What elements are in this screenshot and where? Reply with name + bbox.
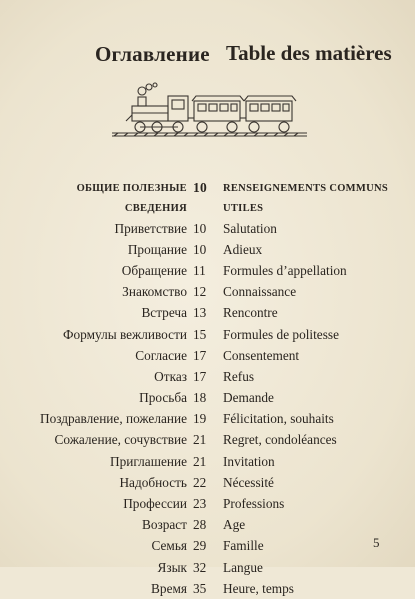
toc-entry-fr: Age bbox=[223, 517, 246, 533]
section-title-fr-line1: RENSEIGNEMENTS COMMUNS bbox=[223, 182, 388, 194]
title-russian: Оглавление bbox=[95, 42, 210, 66]
toc-entry-fr: Salutation bbox=[223, 220, 277, 236]
toc-entry-fr: Rencontre bbox=[223, 305, 278, 321]
toc-entry-fr: Regret, condoléances bbox=[223, 432, 337, 448]
train-icon bbox=[112, 82, 307, 138]
toc-entry bbox=[0, 515, 415, 536]
toc-entry bbox=[0, 324, 415, 345]
toc-entry-ru: Язык bbox=[157, 559, 187, 575]
toc-entry-fr: Adieux bbox=[223, 241, 263, 257]
toc-section-row bbox=[0, 178, 415, 198]
toc-entry-ru: Сожаление, сочувствие bbox=[54, 432, 187, 448]
toc-entry-ru: Профессии bbox=[123, 496, 187, 512]
toc-entry-ru: Возраст bbox=[141, 517, 187, 533]
toc-entry-fr: Professions bbox=[223, 496, 285, 512]
toc-entry-fr: Formules d’appellation bbox=[223, 262, 347, 278]
toc-entry-fr: Demande bbox=[223, 390, 274, 406]
page-number: 5 bbox=[373, 535, 380, 550]
toc-entry-page: 29 bbox=[193, 538, 207, 554]
toc-entry-page: 11 bbox=[193, 262, 206, 278]
section-page-number: 10 bbox=[193, 180, 208, 195]
toc-entry-page: 28 bbox=[193, 517, 207, 533]
toc-entry-fr: Félicitation, souhaits bbox=[223, 411, 334, 427]
toc-entry-page: 10 bbox=[193, 220, 207, 236]
toc-entry-ru: Отказ bbox=[154, 368, 187, 384]
toc-entry-page: 19 bbox=[193, 411, 207, 427]
toc-entry-page: 22 bbox=[193, 474, 207, 490]
toc-entry-page: 15 bbox=[193, 326, 207, 342]
toc-entry-ru: Обращение bbox=[121, 262, 187, 278]
toc-entry-fr: Connaissance bbox=[223, 284, 297, 300]
table-of-contents bbox=[0, 178, 415, 599]
toc-entry bbox=[0, 409, 415, 430]
toc-entry-page: 21 bbox=[193, 432, 207, 448]
toc-entry-fr: Invitation bbox=[223, 453, 275, 469]
toc-entry bbox=[0, 557, 415, 578]
toc-entry-ru: Согласие bbox=[135, 347, 187, 363]
toc-entry bbox=[0, 536, 415, 557]
toc-entry-page: 32 bbox=[193, 559, 207, 575]
toc-section-row-continued bbox=[0, 198, 415, 218]
section-title-ru-line2: СВЕДЕНИЯ bbox=[124, 202, 187, 214]
toc-entry-page: 10 bbox=[193, 241, 207, 257]
toc-entry-ru: Приветствие bbox=[114, 220, 187, 236]
toc-entry-page: 13 bbox=[193, 305, 207, 321]
toc-entry-page: 17 bbox=[193, 368, 207, 384]
toc-entry bbox=[0, 345, 415, 366]
toc-entry-ru: Приглашение bbox=[110, 453, 187, 469]
toc-entry bbox=[0, 493, 415, 514]
toc-entry-page: 17 bbox=[193, 347, 207, 363]
toc-entry-ru: Время bbox=[151, 580, 187, 596]
toc-entry bbox=[0, 451, 415, 472]
toc-entry-page: 35 bbox=[193, 580, 207, 596]
toc-entry bbox=[0, 472, 415, 493]
toc-entry-ru: Прощание bbox=[127, 241, 187, 257]
toc-entry bbox=[0, 388, 415, 409]
toc-entry-fr: Consentement bbox=[223, 347, 300, 363]
section-title-ru-line1: ОБЩИЕ ПОЛЕЗНЫЕ bbox=[76, 182, 187, 194]
toc-entry-ru: Надобность bbox=[119, 474, 187, 490]
toc-entry-fr: Formules de politesse bbox=[223, 326, 339, 342]
toc-entry bbox=[0, 366, 415, 387]
title-french: Table des matières bbox=[226, 41, 392, 65]
toc-entry-ru: Формулы вежливости bbox=[62, 326, 187, 342]
toc-entry-ru: Знакомство bbox=[122, 284, 187, 300]
toc-entry-ru: Встреча bbox=[141, 305, 187, 321]
toc-entry-fr: Nécessité bbox=[223, 474, 274, 490]
toc-entry-page: 18 bbox=[193, 390, 207, 406]
section-title-fr-line2: UTILES bbox=[223, 202, 264, 214]
toc-entry bbox=[0, 239, 415, 260]
toc-entry-ru: Просьба bbox=[139, 390, 187, 406]
toc-entry bbox=[0, 578, 415, 599]
toc-entry bbox=[0, 218, 415, 239]
toc-entries bbox=[0, 218, 415, 599]
toc-entry bbox=[0, 303, 415, 324]
toc-entry-fr: Famille bbox=[223, 538, 264, 554]
toc-entry-ru: Поздравление, пожелание bbox=[39, 411, 187, 427]
toc-entry-fr: Langue bbox=[223, 559, 263, 575]
toc-entry-page: 23 bbox=[193, 496, 207, 512]
toc-entry-fr: Heure, temps bbox=[223, 580, 294, 596]
toc-entry bbox=[0, 430, 415, 451]
toc-entry-page: 21 bbox=[193, 453, 207, 469]
toc-entry-page: 12 bbox=[193, 284, 207, 300]
toc-entry-ru: Семья bbox=[151, 538, 187, 554]
toc-entry bbox=[0, 260, 415, 281]
toc-entry-fr: Refus bbox=[223, 368, 255, 384]
toc-entry bbox=[0, 282, 415, 303]
